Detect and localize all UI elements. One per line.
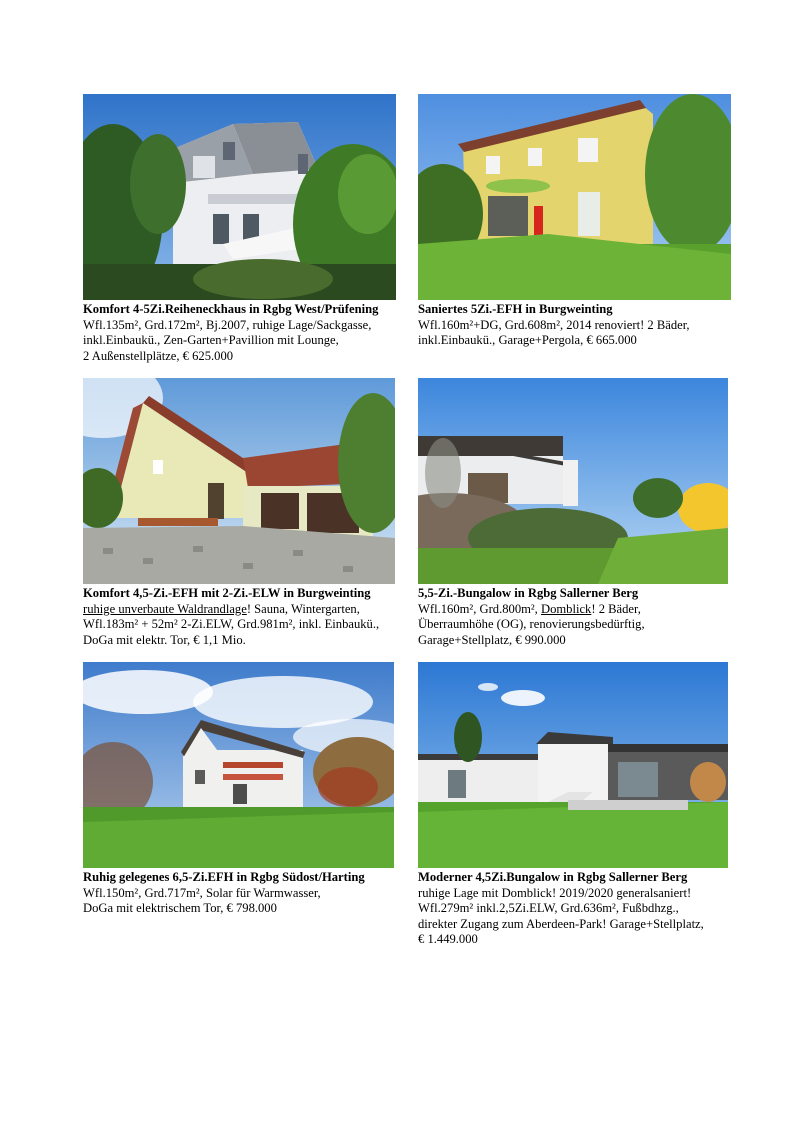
listing-underlined-text: ruhige unverbaute Waldrandlage (83, 601, 247, 616)
listing-detail-line (418, 602, 738, 618)
terraced-house-garden-photo (83, 94, 396, 300)
listing-card-3 (83, 378, 403, 648)
listing-detail-text: Wfl.160m², Grd.800m², (418, 601, 541, 616)
listing-detail-line: Wfl.150m², Grd.717m², Solar für Warmwasser, (83, 885, 321, 900)
listing-title: Komfort 4-5Zi.Reiheneckhaus in Rgbg West/Prüfening (83, 302, 379, 316)
listing-title: 5,5-Zi.-Bungalow in Rgbg Sallerner Berg (418, 586, 639, 600)
listing-detail-line: inkl.Einbaukü., Zen-Garten+Pavillion mit Lounge, (83, 333, 339, 347)
listing-detail-line: Garage+Stellplatz, € 990.000 (418, 632, 566, 647)
listing-card-2 (418, 94, 738, 349)
modern-bungalow-photo (418, 662, 728, 868)
listing-title: Moderner 4,5Zi.Bungalow in Rgbg Sallerner Berg (418, 870, 688, 884)
white-house-blue-sky-photo (83, 662, 394, 868)
listing-detail-line: Wfl.279m² inkl.2,5Zi.ELW, Grd.636m², Fußbdhzg., (418, 901, 679, 915)
listing-detail-line: Wfl.135m², Grd.172m², Bj.2007, ruhige Lage/Sackgasse, (83, 317, 372, 332)
listing-detail-line: Überraumhöhe (OG), renovierungsbedürftig, (418, 617, 645, 631)
listing-card-4 (418, 378, 738, 648)
listing-title: Komfort 4,5-Zi.-EFH mit 2-Zi.-ELW in Burgweinting (83, 586, 371, 600)
listing-detail-line: inkl.Einbaukü., Garage+Pergola, € 665.000 (418, 333, 637, 347)
listing-detail-line: 2 Außenstellplätze, € 625.000 (83, 348, 234, 363)
listing-detail-line: DoGa mit elektr. Tor, € 1,1 Mio. (83, 632, 246, 647)
listing-detail-line: DoGa mit elektrischem Tor, € 798.000 (83, 901, 277, 915)
listing-detail-line: Wfl.183m² + 52m² 2-Zi.ELW, Grd.981m², inkl. Einbaukü., (83, 617, 380, 631)
listing-detail-line: direkter Zugang zum Aberdeen-Park! Garage+Stellplatz, (418, 916, 704, 931)
listing-card-1 (83, 94, 403, 364)
house-double-garage-photo (83, 378, 395, 584)
yellow-house-lawn-photo (418, 94, 731, 300)
bungalow-garden-photo (418, 378, 728, 584)
listing-card-6 (418, 662, 738, 948)
listing-detail-text: ! Sauna, Wintergarten, (246, 601, 360, 616)
listing-title: Saniertes 5Zi.-EFH in Burgweinting (418, 302, 613, 316)
listing-detail-line: ruhige Lage mit Domblick! 2019/2020 generalsaniert! (418, 885, 692, 900)
listing-card-5 (83, 662, 403, 917)
listing-underlined-text: Domblick (540, 601, 592, 616)
listing-detail-text: ! 2 Bäder, (591, 601, 641, 616)
listing-detail-line: Wfl.160m²+DG, Grd.608m², 2014 renoviert! 2 Bäder, (418, 317, 690, 332)
listing-detail-line: € 1.449.000 (418, 932, 478, 946)
listing-detail-line (83, 602, 403, 618)
listing-title: Ruhig gelegenes 6,5-Zi.EFH in Rgbg Südost/Harting (83, 870, 365, 884)
